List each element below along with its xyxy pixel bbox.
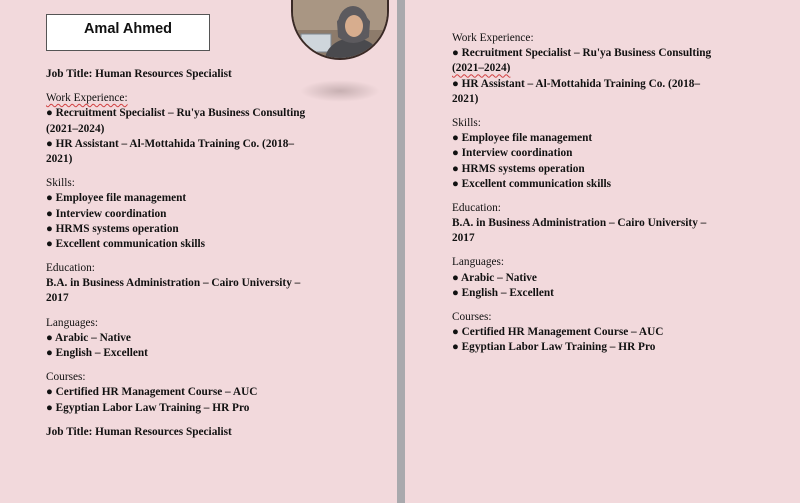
work-heading: Work Experience:: [46, 92, 128, 105]
skill-item: ● Employee file management: [452, 132, 593, 145]
skill-item: ● Employee file management: [46, 192, 187, 205]
work-heading: Work Experience:: [452, 32, 534, 44]
skills-heading: Skills:: [452, 116, 481, 129]
languages-heading: Languages:: [46, 316, 99, 329]
skill-item: ● Excellent communication skills: [452, 177, 612, 190]
work-line: 2021): [46, 152, 73, 165]
profile-photo[interactable]: [291, 0, 389, 60]
skill-item: ● Excellent communication skills: [46, 237, 206, 250]
education-heading: Education:: [452, 201, 501, 214]
job-title-repeat: Job Title: Human Resources Specialist: [46, 425, 232, 438]
job-title: Job Title: Human Resources Specialist: [46, 68, 232, 80]
left-resume-body: [46, 67, 305, 440]
skill-item: ● HRMS systems operation: [46, 222, 179, 235]
courses-heading: Courses:: [46, 371, 86, 384]
language-item: ● English – Excellent: [452, 286, 554, 299]
name-text-box[interactable]: [46, 14, 210, 51]
education-line: 2017: [452, 232, 475, 245]
education-line: B.A. in Business Administration – Cairo University –: [452, 217, 707, 230]
right-resume-body: [452, 31, 711, 356]
course-item: ● Egyptian Labor Law Training – HR Pro: [46, 401, 250, 414]
work-line: ● HR Assistant – Al-Mottahida Training Co. (2018–: [452, 77, 701, 90]
course-item: ● Certified HR Management Course – AUC: [452, 326, 664, 339]
course-item: ● Certified HR Management Course – AUC: [46, 386, 258, 399]
education-line: B.A. in Business Administration – Cairo University –: [46, 277, 301, 290]
candidate-name: Amal Ahmed: [83, 21, 173, 37]
language-item: ● English – Excellent: [46, 347, 148, 359]
skills-heading: Skills:: [46, 177, 75, 190]
courses-heading: Courses:: [452, 311, 492, 323]
languages-heading: Languages:: [452, 256, 505, 269]
education-heading: Education:: [46, 262, 95, 275]
work-line: ● Recruitment Specialist – Ru'ya Business Consulting: [46, 107, 306, 120]
course-item: ● Egyptian Labor Law Training – HR Pro: [452, 341, 656, 354]
work-line: ● Recruitment Specialist – Ru'ya Business Consulting: [452, 47, 712, 60]
document-page-right: [405, 0, 800, 503]
skill-item: ● HRMS systems operation: [452, 162, 585, 175]
skill-item: ● Interview coordination: [46, 207, 167, 220]
document-page-left: [0, 0, 397, 503]
skill-item: ● Interview coordination: [452, 147, 573, 160]
work-line: 2021): [452, 92, 479, 105]
language-item: ● Arabic – Native: [452, 271, 537, 284]
photo-shadow: [300, 80, 380, 102]
work-line: ● HR Assistant – Al-Mottahida Training Co. (2018–: [46, 137, 295, 150]
education-line: 2017: [46, 292, 69, 305]
profile-photo-image: [293, 0, 389, 60]
work-line: (2021–2024): [452, 62, 511, 75]
work-line: (2021–2024): [46, 122, 105, 135]
language-item: ● Arabic – Native: [46, 331, 131, 344]
